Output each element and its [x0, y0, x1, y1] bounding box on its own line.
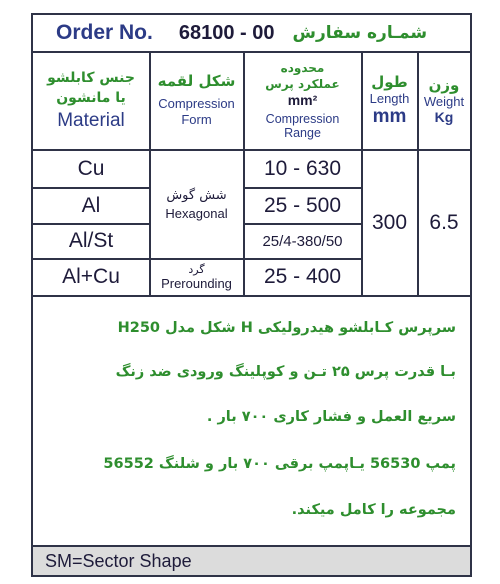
- order-label-fa: شمـاره سفارش: [292, 23, 428, 43]
- length-header-en: Length: [369, 90, 410, 106]
- description-block: [33, 297, 470, 545]
- range-cell: 25 - 500: [263, 193, 342, 217]
- description-line: بـا قدرت پرس ۲۵ تـن و کوپلینگ ورودی ضد زنگ: [115, 364, 456, 380]
- range-cell: 10 - 630: [263, 156, 342, 180]
- material-cell: Cu: [77, 156, 105, 180]
- description-line: پمپ 56530 یـاپمپ برقی ۷۰۰ بار و شلنگ 56552: [103, 456, 456, 472]
- weight-value: 6.5: [429, 210, 459, 234]
- range-cell: 25 - 400: [263, 265, 342, 288]
- product-spec-sheet: [31, 13, 472, 577]
- form-cell-hexagonal: [150, 150, 243, 258]
- range-header-en: Compression Range: [265, 112, 340, 140]
- col-header-weight: [418, 51, 470, 149]
- length-value: 300: [371, 210, 408, 234]
- length-header-unit: mm: [372, 105, 407, 127]
- order-label: Order No.: [56, 21, 153, 44]
- form-header-fa: شکل لقمه: [157, 72, 236, 90]
- form-header-en: Compression Form: [158, 96, 235, 127]
- material-header-fa: جنس کابلشو یا مانشون: [47, 70, 135, 106]
- length-header-fa: طول: [371, 72, 408, 91]
- range-header-fa: محدوده عملکرد پرس: [265, 61, 340, 91]
- form-prerounding-fa: گرد: [188, 263, 205, 276]
- material-cell: Al: [81, 193, 101, 217]
- footer-note: [33, 547, 470, 575]
- description-line: مجموعه را کامل میکند.: [291, 502, 456, 518]
- form-hexagonal-fa: شش گوش: [166, 187, 227, 203]
- order-header: [33, 15, 470, 51]
- col-header-material: [33, 51, 149, 149]
- range-header-unit: mm²: [287, 92, 318, 108]
- col-header-length: [362, 51, 417, 149]
- material-cell: Al+Cu: [62, 265, 120, 288]
- description-line: سریع العمل و فشار کاری ۷۰۰ بار .: [206, 409, 456, 425]
- footer-text: SM=Sector Shape: [45, 550, 192, 571]
- col-header-range: [244, 51, 361, 149]
- weight-header-unit: Kg: [434, 108, 454, 125]
- description-line: سرپرس کـابلشو هیدرولیکی H شکل مدل H250: [117, 320, 456, 336]
- form-cell-prerounding: [150, 259, 243, 295]
- weight-header-fa: وزن: [428, 75, 460, 94]
- form-hexagonal-en: Hexagonal: [165, 205, 228, 221]
- material-cell: Al/St: [68, 229, 114, 252]
- weight-header-en: Weight: [423, 93, 465, 109]
- form-prerounding-en: Prerounding: [161, 276, 232, 291]
- range-cell: 25/4-380/50: [262, 232, 343, 250]
- col-header-form: [150, 51, 243, 149]
- order-number: 68100 - 00: [178, 21, 275, 44]
- material-header-en: Material: [57, 110, 125, 131]
